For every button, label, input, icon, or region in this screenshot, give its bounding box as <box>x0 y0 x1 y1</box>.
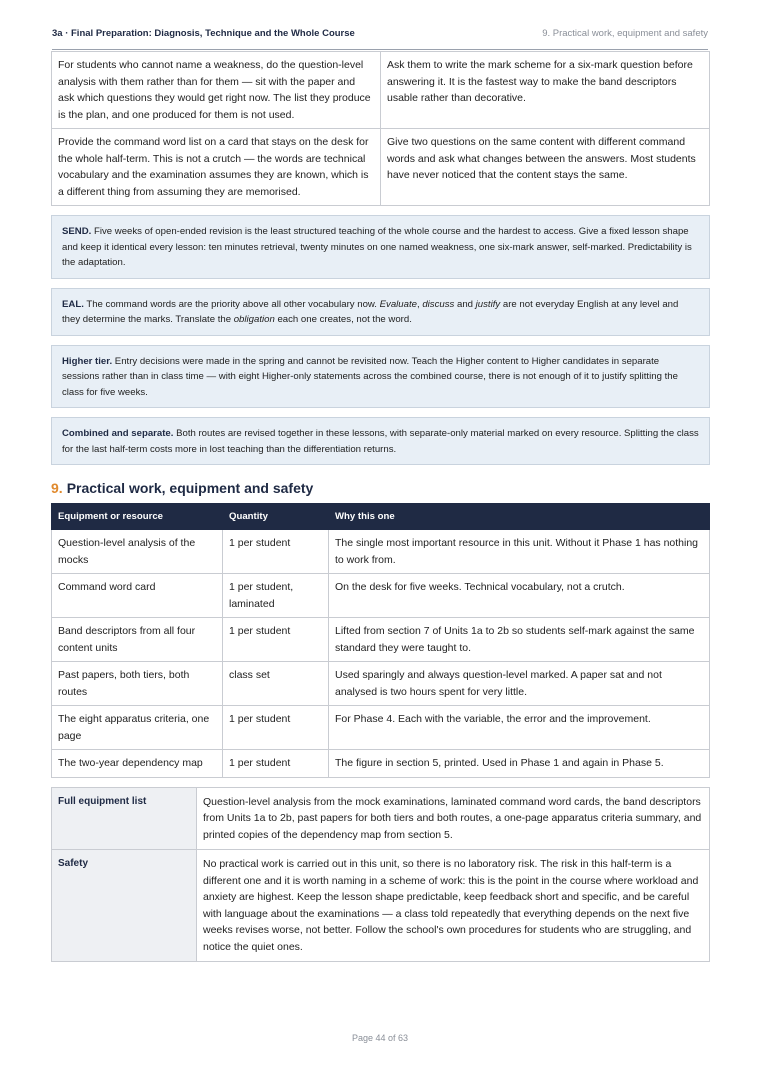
table-cell: class set <box>223 662 329 706</box>
table-row <box>52 574 710 618</box>
page-number: Page 44 of 63 <box>351 1033 409 1043</box>
table-cell: 1 per student <box>223 706 329 750</box>
table-cell: Past papers, both tiers, both routes <box>52 662 223 706</box>
table-cell: Band descriptors from all four content units <box>52 618 223 662</box>
table-row <box>52 618 710 662</box>
callout-text: and <box>454 298 476 310</box>
table-cell: 1 per student, laminated <box>223 574 329 618</box>
table-cell: For students who cannot name a weakness, do the question-level analysis with them rather than for them — sit with the paper and ask which questions they would get right now. The list they produce is the plan, and one produced for them is not used. <box>52 52 381 129</box>
table-cell: Command word card <box>52 574 223 618</box>
table-cell: On the desk for five weeks. Technical vocabulary, not a crutch. <box>329 574 710 618</box>
send-callout <box>51 215 710 279</box>
table-row <box>52 750 710 778</box>
emphasis-word: obligation <box>233 314 275 325</box>
table-row <box>52 52 710 129</box>
section-heading <box>51 480 710 496</box>
callout-text: are not everyday English at any level and they determine the marks. Translate the <box>62 298 679 325</box>
table-cell: The single most important resource in this unit. Without it Phase 1 has nothing to work from. <box>329 530 710 574</box>
table-cell: 1 per student <box>223 618 329 662</box>
document-title: 3a · Final Preparation: Diagnosis, Technique and the Whole Course <box>52 28 355 39</box>
table-cell: For Phase 4. Each with the variable, the error and the improvement. <box>329 706 710 750</box>
safety-text: No practical work is carried out in this unit, so there is no laboratory risk. The risk in this half-term is a different one and it is worth naming in a scheme of work: this is the point in the course where workload and anxiety are highest. Keep the lesson shape predictable, keep feedback short and specific, and be careful with language about the examinations — a class told repeatedly that everything depends on the next five weeks revises worse, not better. Follow the school's own procedures for students who are struggling, and notice the quiet ones. <box>197 850 710 962</box>
callout-text: , <box>416 298 423 310</box>
full-equipment-list-text: Question-level analysis from the mock examinations, laminated command word cards, the band descriptors from Units 1a to 2b, past papers for both tiers and both routes, a one-page apparatus criteria summary, and printed copies of the dependency map from section 5. <box>197 787 710 850</box>
callout-text: Five weeks of open-ended revision is the least structured teaching of the whole course and the hardest to access. Give a fixed lesson shape and keep it identical every lesson: ten minutes retrieval, twenty minutes on one named weakness, one six-mark answer, self-marked. Predictability is the adaptation. <box>62 226 692 268</box>
table-cell: The two-year dependency map <box>52 750 223 778</box>
combined-separate-callout <box>51 417 710 465</box>
section-running-title: 9. Practical work, equipment and safety <box>542 28 708 39</box>
table-cell: Used sparingly and always question-level marked. A paper sat and not analysed is two hours spent for very little. <box>329 662 710 706</box>
table-row <box>52 530 710 574</box>
table-header-row <box>52 504 710 530</box>
table-cell: Question-level analysis of the mocks <box>52 530 223 574</box>
strategy-table <box>51 51 710 206</box>
section-number: 9. <box>51 480 63 496</box>
table-cell: The eight apparatus criteria, one page <box>52 706 223 750</box>
page-header <box>52 26 708 50</box>
callout-text: each one creates, not the word. <box>274 314 412 325</box>
safety-label: Safety <box>52 850 197 962</box>
emphasis-word: justify <box>475 298 501 310</box>
callout-text: Entry decisions were made in the spring and cannot be revisited now. Teach the Higher content to Higher candidates in separate sessions rather than in class time — with eight Higher-only statements across the combined course, there is not enough of it to justify splitting the class for five weeks. <box>62 355 678 398</box>
callout-label: SEND. <box>62 226 92 237</box>
table-cell: 1 per student <box>223 750 329 778</box>
callout-label: EAL. <box>62 298 84 310</box>
eal-callout <box>51 288 710 336</box>
callout-label: Higher tier. <box>62 355 113 367</box>
table-row <box>52 787 710 850</box>
full-equipment-list-label: Full equipment list <box>52 787 197 850</box>
emphasis-word: Evaluate <box>379 298 417 310</box>
table-row <box>52 129 710 206</box>
column-header: Equipment or resource <box>52 504 223 530</box>
table-row <box>52 662 710 706</box>
table-cell: Ask them to write the mark scheme for a six-mark question before answering it. It is the fastest way to make the band descriptors usable rather than decorative. <box>381 52 710 129</box>
table-cell: Provide the command word list on a card that stays on the desk for the whole half-term. This is not a crutch — the words are technical vocabulary and the examination assumes they are known, which is a different thing from assuming they are memorised. <box>52 129 381 206</box>
emphasis-word: discuss <box>422 298 455 310</box>
callout-text: The command words are the priority above all other vocabulary now. <box>83 298 380 310</box>
section-title: Practical work, equipment and safety <box>66 480 314 496</box>
higher-tier-callout <box>51 345 710 409</box>
table-row <box>52 706 710 750</box>
equipment-table <box>51 503 710 778</box>
table-cell: 1 per student <box>223 530 329 574</box>
table-cell: Lifted from section 7 of Units 1a to 2b so students self-mark against the same standard they were taught to. <box>329 618 710 662</box>
page-content <box>51 51 710 962</box>
table-row <box>52 850 710 962</box>
equipment-summary-table <box>51 787 710 963</box>
callout-label: Combined and separate. <box>62 428 174 439</box>
column-header: Why this one <box>329 504 710 530</box>
table-cell: The figure in section 5, printed. Used in Phase 1 and again in Phase 5. <box>329 750 710 778</box>
callout-text: Both routes are revised together in these lessons, with separate-only material marked on every resource. Splitting the class for the last half-term costs more in lost teaching than the differentiation returns. <box>62 428 699 455</box>
table-cell: Give two questions on the same content with different command words and ask what changes between the answers. Most students have never noticed that the content stays the same. <box>381 129 710 206</box>
column-header: Quantity <box>223 504 329 530</box>
